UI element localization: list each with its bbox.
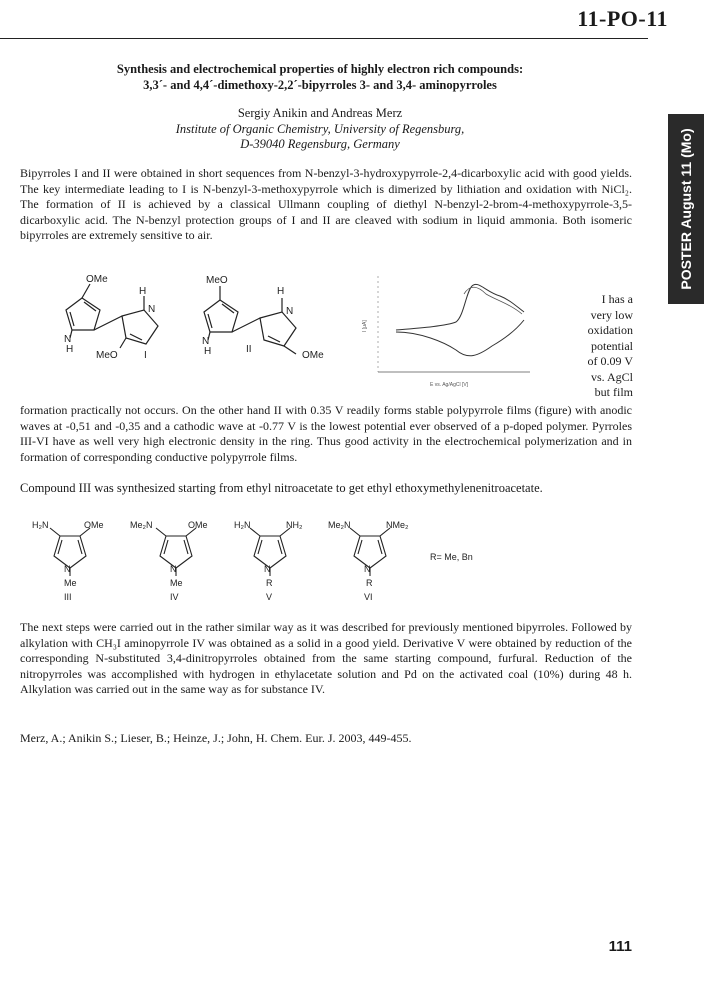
page-number: 111 [608,938,632,955]
paragraph-3 [20,481,632,497]
r-definition: R= Me, Bn [430,552,473,562]
cv-ylabel: I [μA] [362,320,368,332]
V-sub1: H₂N [234,520,251,530]
affiliation-line-2: D-39040 Regensburg, Germany [240,137,400,151]
I-sub-meo: MeO [96,350,118,361]
II-label: II [246,344,252,355]
IV-n: N [170,564,177,574]
I-sub-ome: OMe [86,274,108,285]
I-nh-n: N [64,334,72,345]
sidenote-line-1: I has a [601,292,633,306]
V-label: V [266,592,273,602]
II-nh-h: H [204,346,212,357]
affiliation-line-1: Institute of Organic Chemistry, University of Regensburg, [175,122,465,136]
paragraph-1 [20,166,632,244]
bipyrrole-structures [20,270,355,390]
sidenote-line-4: potential [591,338,633,353]
paragraph-3-text: Compound III was synthesized starting from ethyl nitroacetate to get ethyl ethoxymethylenenitroacetate. [20,481,543,495]
I-label: I [144,350,147,361]
VI-sub2: NMe₂ [386,520,409,530]
sidenote-line-6: vs. AgCl [590,369,633,384]
III-r: Me [64,578,77,588]
I-nh-h: H [66,344,74,355]
VI-sub1: Me₂N [328,520,351,530]
II-nh2-n: N [286,306,294,317]
reference-text: Merz, A.; Anikin S.; Lieser, B.; Heinze, J.; John, H. Chem. Eur. J. 2003, 449-455. [20,731,412,745]
sidenote-line-7: but film [594,385,633,399]
V-n: N [264,564,271,574]
paragraph-4 [20,620,632,698]
IV-sub2: OMe [188,520,208,530]
VI-n: N [364,564,371,574]
V-sub2: NH₂ [286,520,303,530]
II-sub-ome: OMe [302,350,324,361]
sidenote-line-5: of 0.09 V [587,354,633,368]
VI-r: R [366,578,373,588]
IV-r: Me [170,578,183,588]
authors: Sergiy Anikin and Andreas Merz [237,106,403,120]
IV-label: IV [170,592,179,602]
side-tab [668,114,704,304]
III-label: III [64,592,72,602]
title-line-1: Synthesis and electrochemical properties of highly electron rich compounds: [116,62,524,76]
paragraph-1-text: Bipyrroles I and II were obtained in short sequences from N-benzyl-3-hydroxypyrrole-2,4-dicarboxylic acid with good yields. The key intermediate leading to I is N-benzyl-3-methoxypyrrole which is dimerized by lithiation and oxidation with NiCl₂. The formation of II is achieved by a classical Ullmann coupling of diethyl N-benzyl-2-brom-4-methoxypyrrole-3,5-dicarboxylic acid. The N-benzyl protection groups of I and II are cleaved with sodium in liquid ammonia. Both isomeric bipyrroles are extremely sensitive to air. [20,166,632,242]
cv-figure [360,272,556,392]
aminopyrrole-structures [20,516,500,606]
cv-xlabel: E vs. Ag/AgCl [V] [430,382,469,388]
cv-trace-cathodic [396,320,524,356]
figure-sidenote [563,292,633,401]
sidenote-line-2: very low [590,307,633,322]
reference [20,731,632,747]
cv-trace-second [464,287,522,314]
side-tab-label: POSTER August 11 (Mo) [678,128,694,290]
III-n: N [64,564,71,574]
poster-id: 11-PO-11 [577,6,668,31]
I-nh2-n: N [148,304,156,315]
V-r: R [266,578,273,588]
II-sub-meo: MeO [206,275,228,286]
II-nh-n: N [202,336,210,347]
III-sub2: OMe [84,520,104,530]
paragraph-2 [20,403,632,465]
title-line-2: 3,3´- and 4,4´-dimethoxy-2,2´-bipyrroles 3- and 3,4- aminopyrroles [143,78,497,92]
IV-sub1: Me₂N [130,520,153,530]
sidenote-line-3: oxidation [587,323,633,337]
VI-label: VI [364,592,373,602]
II-nh2-h: H [277,286,285,297]
header-rule [0,38,648,39]
I-nh2-h: H [139,286,147,297]
paragraph-2-text: formation practically not occurs. On the other hand II with 0.35 V readily forms stable polypyrrole films (figure) with anodic waves at -0,51 and -0,35 and a cathodic wave at -0.77 V is the lowest potential ever observed of a p-doped polymer. Pyrroles III-VI have as well very high electronic density in the ring. Thus good activity in the electrochemical polymerization and in formation of corresponding conductive polypyrrole films. [20,403,632,464]
III-sub1: H₂N [32,520,49,530]
paragraph-4-text: The next steps were carried out in the rather similar way as it was described for previously mentioned bipyrroles. Followed by alkylation with CH₃I aminopyrrole IV was obtained as a solid in a good yield. Derivative V were obtained by reduction of the corresponding N-substituted 3,4-dinitropyrroles obtained from the same starting compound, furfural. Reduction of the nitropyrroles was accomplished with hydrogen in ethylacetate solution and Pd on the activated coal (10%) during 48 h. Alkylation was carried out in the same way as for substance IV. [20,620,632,696]
cv-trace-anodic [396,284,524,330]
